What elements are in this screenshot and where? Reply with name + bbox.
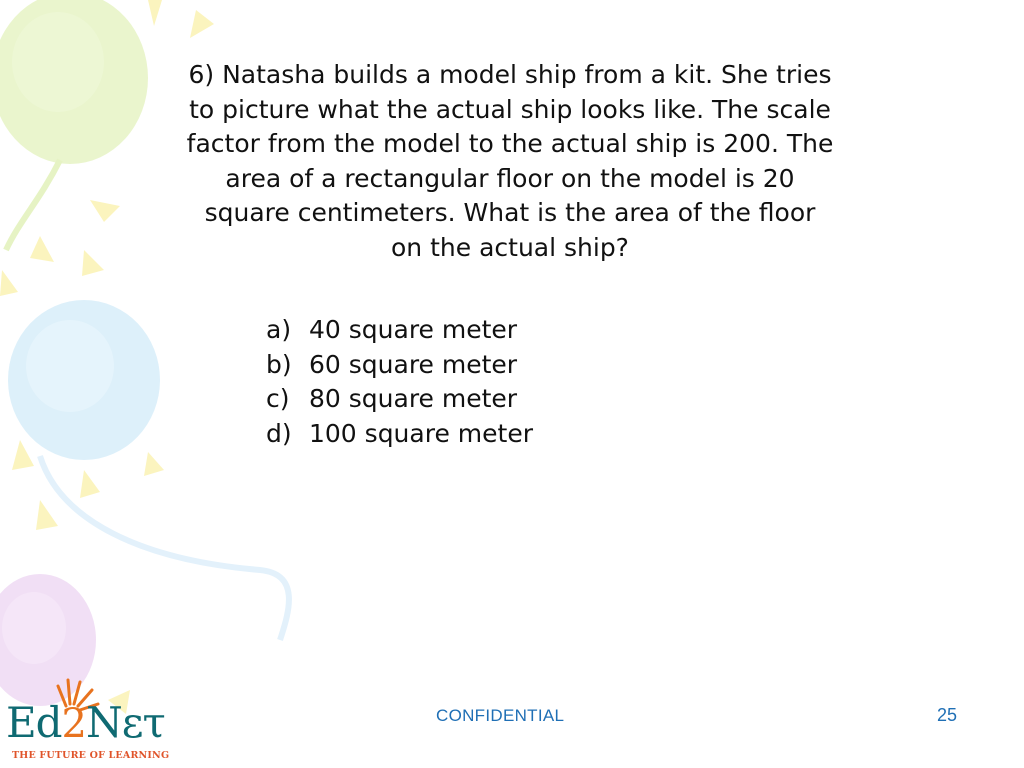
option-text: 80 square meter bbox=[309, 384, 518, 413]
green-balloon bbox=[0, 0, 148, 250]
question-text bbox=[130, 58, 890, 265]
option-text: 60 square meter bbox=[309, 349, 518, 379]
logo-tagline: THE FUTURE OF LEARNING bbox=[12, 750, 170, 761]
question-line: on the actual ship? bbox=[391, 232, 629, 262]
answer-options bbox=[266, 313, 533, 451]
option-d bbox=[266, 417, 533, 452]
question-line: factor from the model to the actual ship is 200. The bbox=[186, 129, 834, 158]
confidential-label: CONFIDENTIAL bbox=[436, 706, 565, 725]
question-line: square centimeters. What is the area of the floor bbox=[204, 198, 816, 227]
question-line: area of a rectangular floor on the model is 20 bbox=[225, 163, 795, 193]
option-letter: d) bbox=[266, 418, 292, 448]
logo-prefix: Ed bbox=[6, 698, 62, 747]
question-line: to picture what the actual ship looks like. The scale bbox=[189, 94, 831, 124]
option-b bbox=[266, 348, 533, 383]
option-letter: a) bbox=[266, 315, 292, 344]
option-letter: b) bbox=[266, 349, 292, 379]
question-line: 6) Natasha builds a model ship from a kit. She tries bbox=[188, 60, 832, 89]
option-letter: c) bbox=[266, 384, 290, 413]
logo-two: 2 bbox=[61, 701, 86, 747]
page-number: 25 bbox=[937, 705, 958, 725]
option-text: 100 square meter bbox=[309, 418, 533, 448]
option-c bbox=[266, 382, 533, 417]
ed2net-logo bbox=[6, 700, 165, 747]
logo-suffix: Nετ bbox=[86, 698, 165, 747]
option-a bbox=[266, 313, 533, 348]
option-text: 40 square meter bbox=[309, 315, 518, 344]
